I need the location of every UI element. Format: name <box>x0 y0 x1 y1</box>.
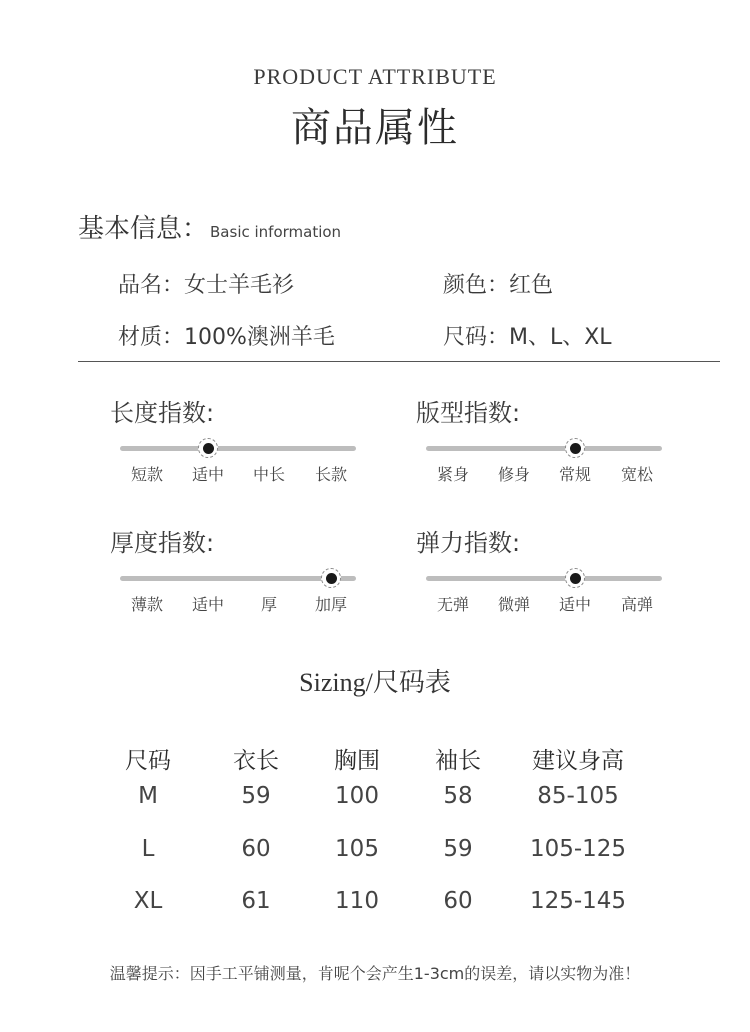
table-cell: 105-125 <box>529 836 627 862</box>
table-cell: XL <box>133 888 163 914</box>
measurement-note: 温馨提示：因手工平铺测量，肯呢个会产生1-3cm的误差，请以实物为准！ <box>109 964 641 983</box>
table-cell: 85-105 <box>537 783 619 809</box>
table-cell: 60 <box>443 888 473 914</box>
index-option: 微弹 <box>497 595 530 614</box>
index-track <box>426 446 662 451</box>
index-option: 高弹 <box>620 595 653 614</box>
basic-info-heading-en: Basic information <box>210 223 342 241</box>
index-option: 中长 <box>252 465 285 484</box>
product-color: 颜色：红色 <box>443 273 554 298</box>
product-name: 品名：女士羊毛衫 <box>118 273 295 298</box>
index-title: 长度指数: <box>110 399 215 427</box>
index-marker-dot <box>570 443 581 454</box>
index-option: 常规 <box>558 465 591 484</box>
index-title: 厚度指数: <box>110 529 215 557</box>
section-divider <box>78 361 720 362</box>
index-track <box>426 576 662 581</box>
sizing-title: Sizing/尺码表 <box>299 668 451 697</box>
index-option: 适中 <box>191 595 224 614</box>
index-option: 无弹 <box>436 595 469 614</box>
table-cell: 125-145 <box>529 888 627 914</box>
index-option: 长款 <box>314 465 347 484</box>
basic-info-heading <box>78 208 341 245</box>
index-option: 加厚 <box>314 595 347 614</box>
index-marker <box>198 438 218 458</box>
index-option: 宽松 <box>620 465 653 484</box>
index-option: 薄款 <box>130 595 163 614</box>
index-option: 短款 <box>130 465 163 484</box>
index-marker-dot <box>326 573 337 584</box>
index-option: 修身 <box>497 465 530 484</box>
table-cell: 110 <box>335 888 379 914</box>
index-track <box>120 446 356 451</box>
table-header-cell: 衣长 <box>233 748 279 774</box>
table-cell: 105 <box>335 836 379 862</box>
table-header-cell: 建议身高 <box>532 748 624 774</box>
table-header-cell: 尺码 <box>125 748 171 774</box>
index-option: 紧身 <box>436 465 469 484</box>
index-title: 弹力指数: <box>416 529 521 557</box>
table-header-cell: 胸围 <box>334 748 380 774</box>
index-title: 版型指数: <box>416 399 521 427</box>
index-option: 适中 <box>191 465 224 484</box>
index-option: 厚 <box>260 595 277 614</box>
table-cell: 59 <box>443 836 473 862</box>
index-marker-dot <box>570 573 581 584</box>
index-marker <box>321 568 341 588</box>
table-cell: 100 <box>335 783 379 809</box>
table-cell: M <box>138 783 158 809</box>
table-header-cell: 袖长 <box>435 748 481 774</box>
table-cell: 60 <box>241 836 271 862</box>
index-marker <box>565 568 585 588</box>
table-cell: 59 <box>241 783 271 809</box>
page-title: 商品属性 <box>291 105 459 151</box>
index-marker <box>565 438 585 458</box>
product-sizes: 尺码：M、L、XL <box>443 325 612 350</box>
table-cell: L <box>141 836 155 862</box>
index-option: 适中 <box>558 595 591 614</box>
title-english: PRODUCT ATTRIBUTE <box>253 64 497 89</box>
product-material: 材质：100%澳洲羊毛 <box>118 325 335 350</box>
table-cell: 58 <box>443 783 473 809</box>
index-marker-dot <box>203 443 214 454</box>
table-cell: 61 <box>241 888 271 914</box>
basic-info-heading-cn: 基本信息： <box>78 214 209 244</box>
